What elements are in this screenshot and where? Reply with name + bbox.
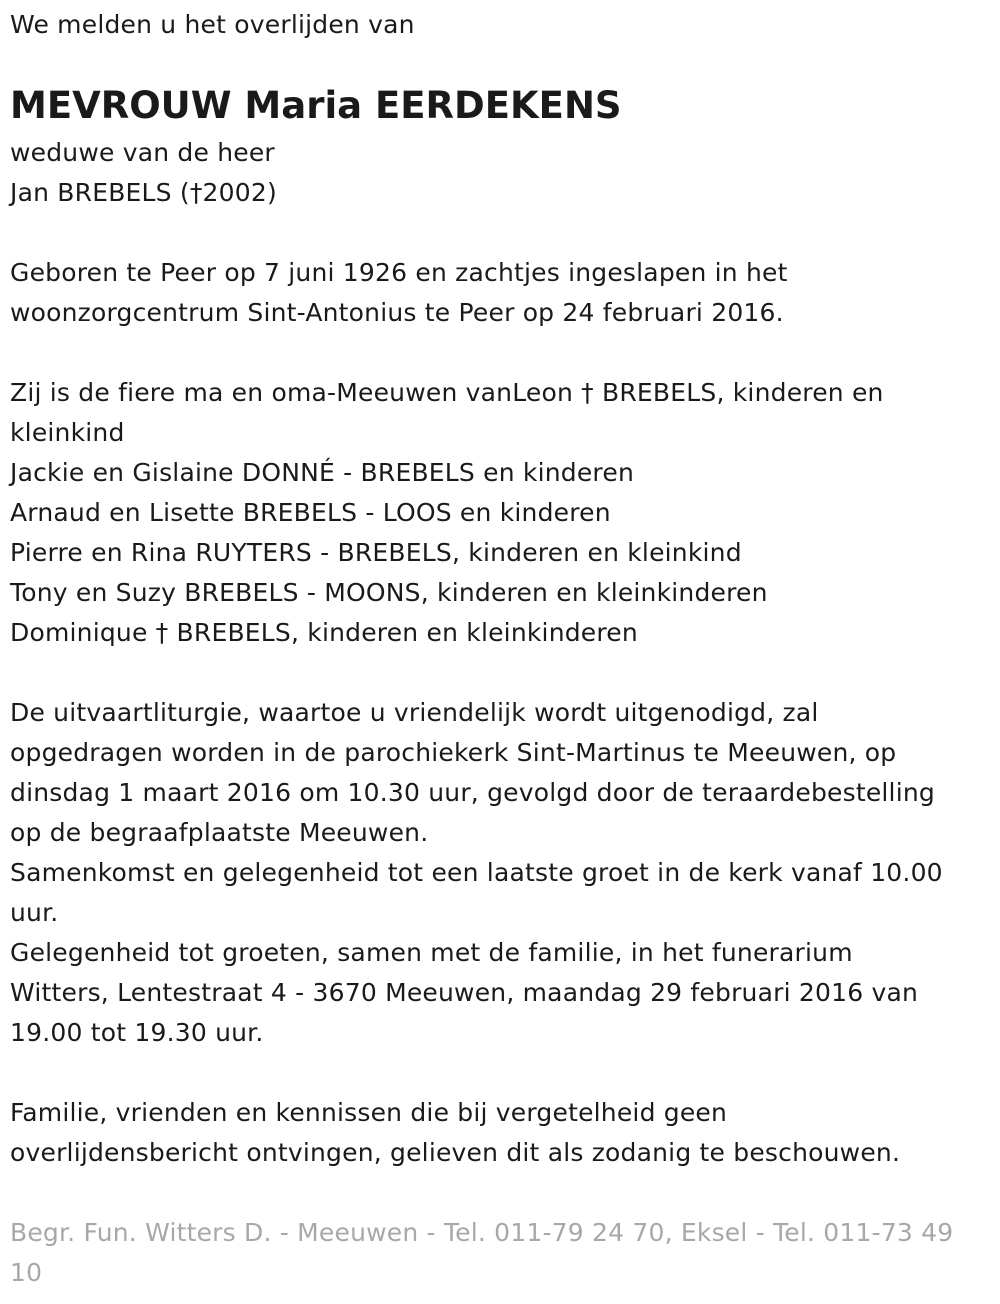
funeral-line: Witters, Lentestraat 4 - 3670 Meeuwen, maandag 29 februari 2016 van: [10, 978, 919, 1007]
birth-section: [10, 253, 788, 333]
funeral-line: 19.00 tot 19.30 uur.: [10, 1018, 264, 1047]
spouse-line: weduwe van de heer: [10, 138, 275, 167]
funeral-line: Samenkomst en gelegenheid tot een laatste groet in de kerk vanaf 10.00: [10, 858, 943, 887]
family-line: Zij is de fiere ma en oma-Meeuwen vanLeon † BREBELS, kinderen en: [10, 378, 884, 407]
funeral-line: De uitvaartliturgie, waartoe u vriendelijk wordt uitgenodigd, zal: [10, 698, 819, 727]
closing-line: Familie, vrienden en kennissen die bij vergetelheid geen: [10, 1098, 728, 1127]
funeral-line: Gelegenheid tot groeten, samen met de familie, in het funerarium: [10, 938, 853, 967]
spouse-section: [10, 133, 277, 213]
deceased-name: MEVROUW Maria EERDEKENS: [10, 84, 622, 127]
undertaker-footer: [10, 1213, 953, 1293]
family-line: Jackie en Gislaine DONNÉ - BREBELS en kinderen: [10, 458, 634, 487]
intro-text: We melden u het overlijden van: [10, 10, 415, 39]
birth-line: Geboren te Peer op 7 juni 1926 en zachtjes ingeslapen in het: [10, 258, 788, 287]
closing-line: overlijdensbericht ontvingen, gelieven dit als zodanig te beschouwen.: [10, 1138, 901, 1167]
funeral-line: dinsdag 1 maart 2016 om 10.30 uur, gevolgd door de teraardebestelling: [10, 778, 935, 807]
family-line: kleinkind: [10, 418, 125, 447]
birth-line: woonzorgcentrum Sint-Antonius te Peer op 24 februari 2016.: [10, 298, 784, 327]
family-line: Arnaud en Lisette BREBELS - LOOS en kinderen: [10, 498, 611, 527]
family-line: Tony en Suzy BREBELS - MOONS, kinderen en kleinkinderen: [10, 578, 768, 607]
family-line: Dominique † BREBELS, kinderen en kleinkinderen: [10, 618, 638, 647]
spouse-line: Jan BREBELS (†2002): [10, 178, 277, 207]
family-line: Pierre en Rina RUYTERS - BREBELS, kinderen en kleinkind: [10, 538, 742, 567]
family-section: [10, 373, 884, 653]
footer-line: 10: [10, 1258, 43, 1287]
funeral-line: uur.: [10, 898, 59, 927]
closing-section: [10, 1093, 900, 1173]
funeral-line: op de begraafplaatste Meeuwen.: [10, 818, 429, 847]
funeral-section: [10, 693, 943, 1053]
funeral-line: opgedragen worden in de parochiekerk Sint-Martinus te Meeuwen, op: [10, 738, 897, 767]
footer-line: Begr. Fun. Witters D. - Meeuwen - Tel. 011-79 24 70, Eksel - Tel. 011-73 49: [10, 1218, 954, 1247]
